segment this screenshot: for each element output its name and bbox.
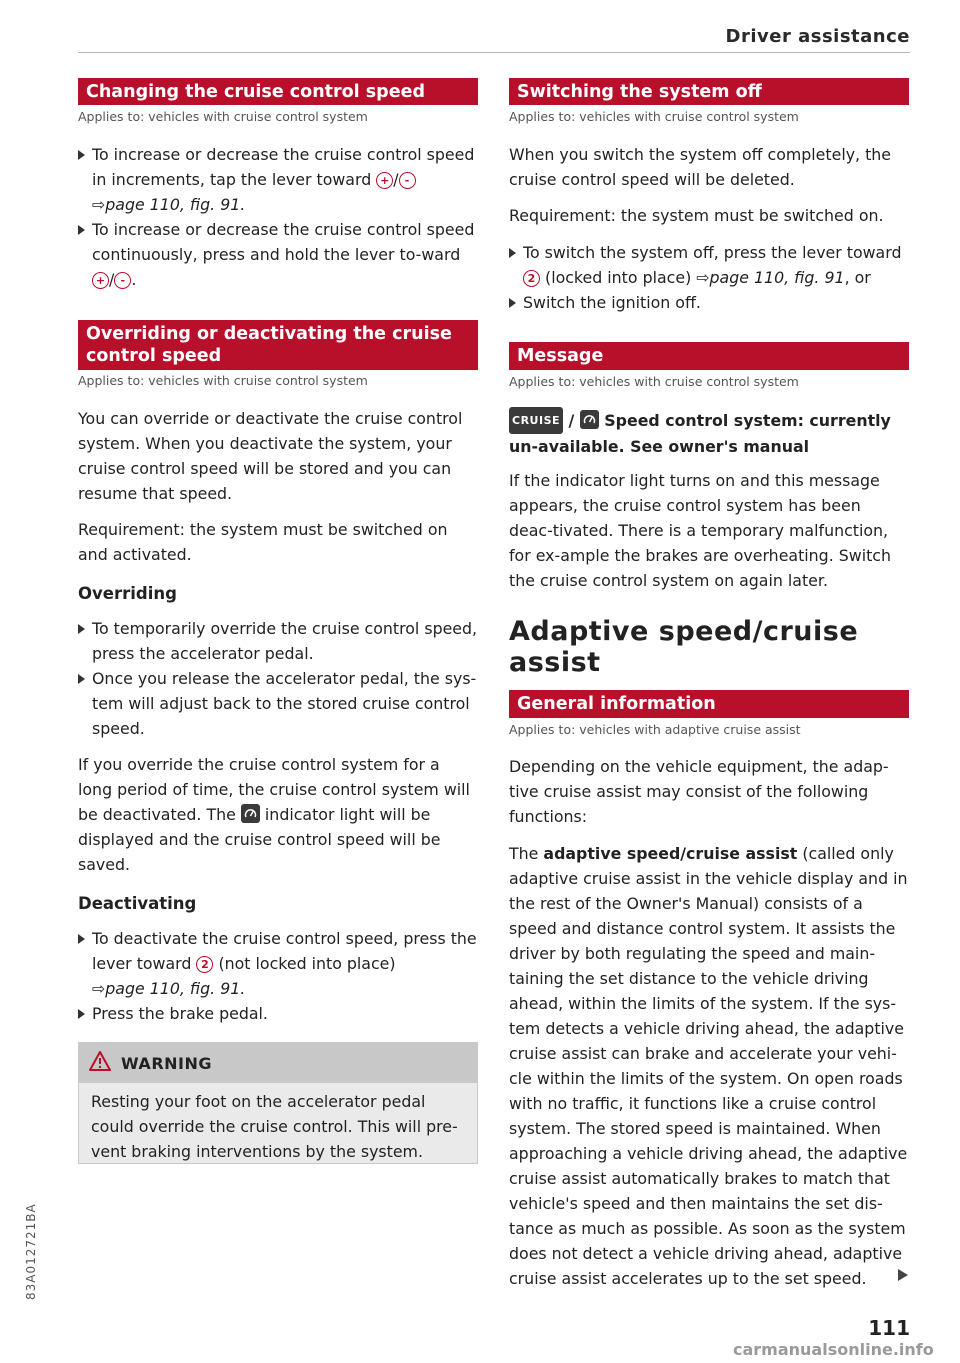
reference-arrow-icon: ⇨ xyxy=(92,195,106,214)
list-item xyxy=(78,926,478,1001)
bullet-marker xyxy=(78,624,85,634)
minus-button-icon: - xyxy=(114,272,131,289)
running-header: Driver assistance xyxy=(725,26,910,47)
reference-arrow-icon: ⇨ xyxy=(92,979,106,998)
paragraph xyxy=(78,752,478,877)
warning-triangle-icon xyxy=(89,1051,111,1075)
section-title-text: Overriding or deactivating the cruise control speed xyxy=(86,324,452,366)
watermark: carmanualsonline.info xyxy=(733,1340,934,1359)
bullet-marker xyxy=(509,298,516,308)
bullet-text: Once you release the accelerator pedal, the sys-tem will adjust back to the stored cruise control speed. xyxy=(92,669,477,738)
bullet-marker xyxy=(78,225,85,235)
applies-to-note: Applies to: vehicles with adaptive cruise assist xyxy=(509,722,801,737)
list-item xyxy=(509,290,909,315)
paragraph: When you switch the system off completely, the cruise control speed will be deleted. xyxy=(509,145,892,189)
bullet-text: To increase or decrease the cruise control speed in increments, tap the lever toward xyxy=(92,145,475,189)
paragraph: Requirement: the system must be switched on. xyxy=(509,206,884,225)
bullet-marker xyxy=(78,150,85,160)
bullet-marker xyxy=(78,934,85,944)
lever-position-2-icon: 2 xyxy=(523,270,540,287)
bullet-text: To temporarily override the cruise control speed, press the accelerator pedal. xyxy=(92,619,478,663)
bullet-text: (not locked into place) xyxy=(218,954,396,973)
message-text: Speed control system: currently un-available. See owner's manual xyxy=(509,411,891,456)
period: . xyxy=(131,270,137,289)
paragraph: Requirement: the system must be switched on and activated. xyxy=(78,520,448,564)
paragraph-text: The xyxy=(509,844,539,863)
paragraph xyxy=(509,841,909,1291)
section-title-general-information xyxy=(509,690,909,718)
page-number: 111 xyxy=(868,1316,910,1340)
bullet-marker xyxy=(509,248,516,258)
applies-to-note: Applies to: vehicles with cruise control system xyxy=(78,373,368,388)
list-item xyxy=(78,616,478,666)
list-item xyxy=(509,240,909,290)
section-title-switching-off xyxy=(509,78,909,105)
page-reference-link[interactable]: ⇨page 110, fig. 91. xyxy=(92,195,246,214)
chapter-title: Adaptive speed/cruise assist xyxy=(509,616,859,678)
cruise-badge-icon: CRUISE xyxy=(509,407,563,434)
lever-position-2-icon: 2 xyxy=(196,956,213,973)
warning-header xyxy=(79,1043,477,1083)
paragraph: You can override or deactivate the cruise control system. When you deactivate the system, your cruise control speed will be stored and you can resume that speed. xyxy=(78,409,463,503)
bullet-text: Switch the ignition off. xyxy=(523,293,701,312)
warning-label: WARNING xyxy=(121,1053,212,1073)
message-heading xyxy=(509,407,909,459)
section-title-text: Switching the system off xyxy=(517,81,762,102)
document-code: 83A012721BA xyxy=(24,1203,38,1300)
applies-to-note: Applies to: vehicles with cruise control system xyxy=(78,109,368,124)
list-item xyxy=(78,142,478,217)
bullet-marker xyxy=(78,1009,85,1019)
warning-text: Resting your foot on the accelerator pedal could override the cruise control. This will pre-vent braking interventions by the system. xyxy=(79,1083,477,1163)
separator: / xyxy=(568,411,575,430)
bullet-text: , or xyxy=(844,268,871,287)
warning-box xyxy=(78,1042,478,1164)
subheading-overriding: Overriding xyxy=(78,584,177,603)
separator: / xyxy=(393,170,399,189)
bullet-text: To switch the system off, press the lever toward xyxy=(523,243,902,262)
applies-to-note: Applies to: vehicles with cruise control system xyxy=(509,109,799,124)
section-title-text: Changing the cruise control speed xyxy=(86,81,425,102)
page-reference-link[interactable]: ⇨page 110, fig. 91. xyxy=(92,979,246,998)
continue-arrow-icon xyxy=(898,1269,908,1281)
applies-to-note: Applies to: vehicles with cruise control system xyxy=(509,374,799,389)
section-title-text: General information xyxy=(517,694,716,714)
section-title-text: Message xyxy=(517,346,604,366)
cruise-indicator-icon xyxy=(241,804,260,823)
paragraph-text: (called only adaptive cruise assist in the vehicle display and in the rest of the Owner's Manual) consists of a speed and distance control system. It assists the driver by both regulating the speed and main-taining the set distance to the vehicle driving ahead, within the limits of the system. If the sys-tem detects a vehicle driving ahead, the adaptive cruise assist can brake and accelerate your vehi-cle within the limits of the system. On open roads with no traffic, it functions like a cruise control system. The stored speed is maintained. When approaching a vehicle driving ahead, the adaptive cruise assist automatically brakes to match that vehicle's speed and then maintains the set dis-tance as much as possible. As soon as the system does not detect a vehicle driving ahead, adaptive cruise assist accelerates up to the set speed. xyxy=(509,844,908,1288)
plus-button-icon: + xyxy=(376,172,393,189)
paragraph: Depending on the vehicle equipment, the adap-tive cruise assist may consist of the following functions: xyxy=(509,757,889,826)
page-reference-link[interactable]: ⇨page 110, fig. 91 xyxy=(696,268,845,287)
bold-term: adaptive speed/cruise assist xyxy=(543,844,798,863)
reference-arrow-icon: ⇨ xyxy=(696,268,710,287)
cruise-indicator-icon xyxy=(580,410,599,429)
list-item xyxy=(78,217,478,292)
paragraph-text: If you override the cruise control system for a long period of time, the cruise control system will be deactivated. The xyxy=(78,755,470,824)
list-item xyxy=(78,666,478,741)
section-title-overriding xyxy=(78,320,478,370)
bullet-text: (locked into place) xyxy=(545,268,692,287)
separator: / xyxy=(109,270,115,289)
bullet-text: Press the brake pedal. xyxy=(92,1004,268,1023)
section-title-message xyxy=(509,342,909,370)
section-title-changing-speed xyxy=(78,78,478,105)
bullet-text: To deactivate the cruise control speed, press the lever toward xyxy=(92,929,477,973)
minus-button-icon: - xyxy=(399,172,416,189)
paragraph-text: indicator light will be displayed and the cruise control speed will be saved. xyxy=(78,805,441,874)
plus-button-icon: + xyxy=(92,272,109,289)
list-item xyxy=(78,1001,478,1026)
subheading-deactivating: Deactivating xyxy=(78,894,197,913)
header-divider xyxy=(78,52,910,53)
bullet-marker xyxy=(78,674,85,684)
paragraph: If the indicator light turns on and this message appears, the cruise control system has been deac-tivated. There is a temporary malfunction, for ex-ample the brakes are overheating. Switch the cruise control system on again later. xyxy=(509,471,891,590)
bullet-text: To increase or decrease the cruise control speed continuously, press and hold the lever to-ward xyxy=(92,220,475,264)
